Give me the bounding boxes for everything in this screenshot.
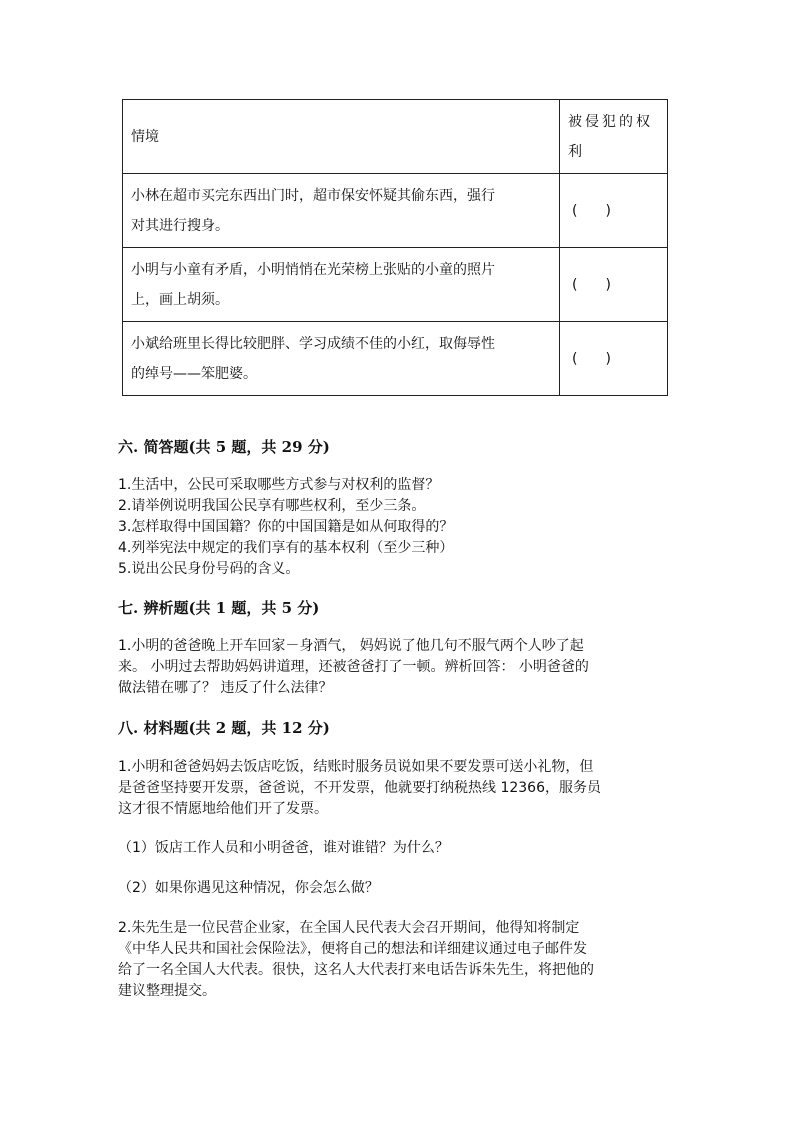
question-line: 做法错在哪了？ 违反了什么法律？ [118,680,333,696]
header-right-line2: 利 [568,143,582,160]
situation-rights-table [122,99,668,396]
situation-line1: 小明与小童有矛盾，小明悄悄在光荣榜上张贴的小童的照片 [131,261,495,278]
situation-line1: 小斌给班里长得比较肥胖、学习成绩不佳的小红，取侮辱性 [131,335,495,352]
question-line: 这才很不情愿地给他们开了发票。 [118,801,328,817]
question-line: 2.朱先生是一位民营企业家，在全国人民代表大会召开期间，他得知将制定 [118,920,580,936]
section-6-title: 六. 简答题(共 5 题，共 29 分) [118,438,330,456]
answer-blank: ( ) [572,276,611,293]
question-line: 给了一名全国人大代表。很快，这名人大代表打来电话告诉朱先生，将把他的 [118,962,594,978]
situation-cell [123,174,560,248]
question-item: 4.列举宪法中规定的我们享有的基本权利（至少三种） [118,540,454,556]
situation-line2: 对其进行搜身。 [131,217,229,234]
table-header-row [123,100,668,174]
header-situation: 情境 [123,100,560,174]
table-row [123,174,668,248]
question-line: 1.小明和爸爸妈妈去饭店吃饭，结账时服务员说如果不要发票可送小礼物，但 [118,759,594,775]
answer-blank-cell [560,248,668,322]
section-8-question-2 [118,918,674,1002]
table-row [123,322,668,396]
section-8-question-1 [118,757,674,820]
sub-question-1: （1）饭店工作人员和小明爸爸，谁对谁错？为什么？ [118,840,449,856]
question-item: 5.说出公民身份号码的含义。 [118,561,300,577]
question-item: 2.请举例说明我国公民享有哪些权利，至少三条。 [118,498,426,514]
question-line: 是爸爸坚持要开发票，爸爸说，不开发票，他就要打纳税热线 12366，服务员 [118,780,601,796]
question-line: 建议整理提交。 [118,983,216,999]
section-8-title: 八. 材料题(共 2 题，共 12 分) [118,719,330,737]
situation-line1: 小林在超市买完东西出门时，超市保安怀疑其偷东西，强行 [131,187,495,204]
section-7-question [118,636,674,699]
header-violated-right [560,100,668,174]
table-row [123,248,668,322]
section-7-title: 七. 辨析题(共 1 题，共 5 分) [118,599,320,617]
question-line: 来。 小明过去帮助妈妈讲道理，还被爸爸打了一顿。辨析回答： 小明爸爸的 [118,659,589,675]
question-item: 3.怎样取得中国国籍？你的中国国籍是如从何取得的？ [118,519,454,535]
situation-line2: 上，画上胡须。 [131,291,229,308]
question-line: 1.小明的爸爸晚上开车回家－身酒气， 妈妈说了他几句不服气两个人吵了起 [118,638,584,654]
situation-cell [123,248,560,322]
answer-blank-cell [560,174,668,248]
situation-line2: 的绰号——笨肥婆。 [131,365,257,382]
sub-question-2: （2）如果你遇见这种情况，你会怎么做？ [118,880,379,896]
section-6-questions [118,475,674,580]
answer-blank-cell [560,322,668,396]
answer-blank: ( ) [572,350,611,367]
question-line: 《中华人民共和国社会保险法》，便将自己的想法和详细建议通过电子邮件发 [118,941,587,957]
question-item: 1.生活中，公民可采取哪些方式参与对权利的监督？ [118,477,440,493]
situation-cell [123,322,560,396]
header-right-line1: 被侵犯的权 [568,113,653,130]
answer-blank: ( ) [572,202,611,219]
